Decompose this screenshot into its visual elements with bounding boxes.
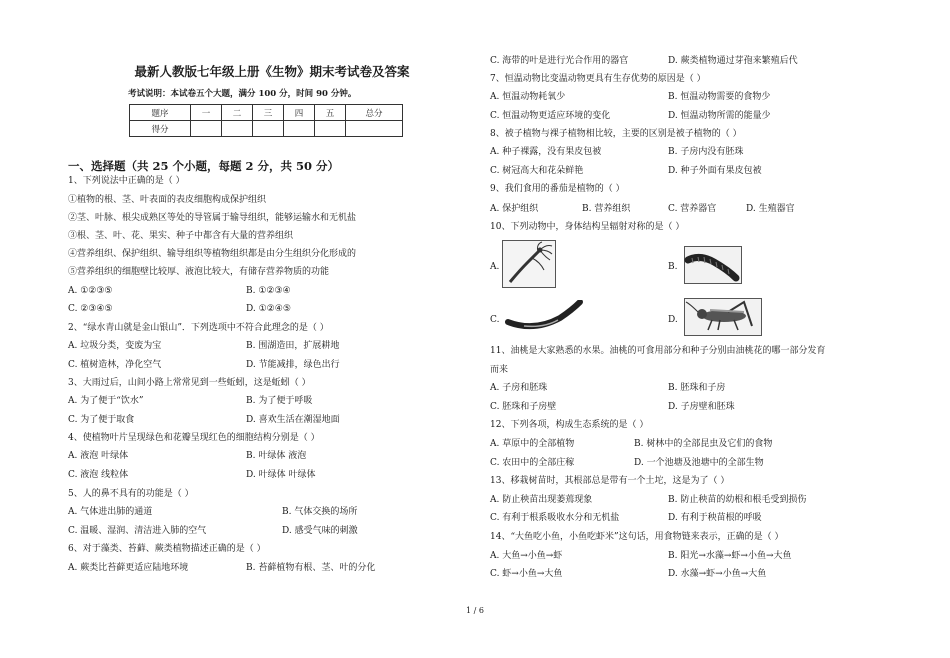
option-d: D. 子房壁和胚珠 <box>668 402 735 412</box>
score-row-label: 得分 <box>130 121 191 137</box>
score-header-cell: 五 <box>315 105 346 121</box>
score-header-cell: 题序 <box>130 105 191 121</box>
option-a: A. <box>490 262 500 272</box>
hydra-image <box>502 240 556 288</box>
option-a: A. 为了便于“饮水” <box>68 396 144 406</box>
option-c: C. ②③④⑤ <box>68 304 113 314</box>
option-a: A. 气体进出肺的通道 <box>68 507 153 517</box>
option-a: A. 保护组织 <box>490 204 539 214</box>
score-cell <box>191 121 222 137</box>
option-b: B. ①②③④ <box>246 286 291 296</box>
statement-1: ①植物的根、茎、叶表面的表皮细胞构成保护组织 <box>68 195 267 205</box>
earthworm-image <box>684 246 742 284</box>
option-d: D. 恒温动物所需的能量少 <box>668 111 771 121</box>
question-11-continued: 而来 <box>490 365 509 375</box>
option-c: C. 温暖、湿润、清洁进入肺的空气 <box>68 526 207 536</box>
option-d: D. 蕨类植物通过芽孢来繁殖后代 <box>668 56 798 66</box>
grasshopper-image <box>684 298 762 336</box>
option-d: D. 种子外面有果皮包被 <box>668 166 762 176</box>
option-c: C. 为了便于取食 <box>68 415 135 425</box>
question-5: 5、人的鼻不具有的功能是（ ） <box>68 489 194 499</box>
score-cell <box>222 121 253 137</box>
option-d: D. 水藻→虾→小鱼→大鱼 <box>668 569 767 579</box>
option-d: D. 节能减排，绿色出行 <box>246 360 340 370</box>
option-c: C. 恒温动物更适应环境的变化 <box>490 111 611 121</box>
option-a: A. 垃圾分类，变废为宝 <box>68 341 162 351</box>
option-b: B. 气体交换的场所 <box>282 507 358 517</box>
question-1: 1、下列说法中正确的是（ ） <box>68 176 185 186</box>
score-cell <box>253 121 284 137</box>
option-c: C. 树冠高大和花朵鲜艳 <box>490 166 584 176</box>
question-14: 14、“大鱼吃小鱼，小鱼吃虾米”这句话，用食物链来表示，正确的是（ ） <box>490 532 784 542</box>
grasshopper-icon <box>684 298 762 336</box>
option-d: D. 生殖器官 <box>746 204 795 214</box>
option-c: C. 有利于根系吸收水分和无机盐 <box>490 513 620 523</box>
option-b: B. 围湖造田，扩展耕地 <box>246 341 340 351</box>
score-cell <box>315 121 346 137</box>
question-13: 13、移栽树苗时，其根部总是带有一个土坨，这是为了（ ） <box>490 476 730 486</box>
question-12: 12、下列各项，构成生态系统的是（ ） <box>490 420 649 430</box>
page-number: 1 / 6 <box>466 606 484 615</box>
option-b: B. 为了便于呼吸 <box>246 396 313 406</box>
page-title: 最新人教版七年级上册《生物》期末考试卷及答案 <box>134 64 410 79</box>
option-a: A. 种子裸露，没有果皮包被 <box>490 147 602 157</box>
option-d: D. <box>668 315 678 325</box>
option-b: B. 防止秧苗的幼根和根毛受到损伤 <box>668 495 807 505</box>
option-a: A. 液泡 叶绿体 <box>68 451 129 461</box>
score-header-cell: 总分 <box>346 105 403 121</box>
leech-icon <box>504 300 584 334</box>
score-table-header-row <box>130 105 403 121</box>
option-d: D. 喜欢生活在潮湿地面 <box>246 415 340 425</box>
option-a: A. 防止秧苗出现萎蔫现象 <box>490 495 593 505</box>
question-11: 11、油桃是大家熟悉的水果。油桃的可食用部分和种子分别由油桃花的哪一部分发育 <box>490 346 826 356</box>
option-b: B. 叶绿体 液泡 <box>246 451 307 461</box>
option-c: C. 农田中的全部庄稼 <box>490 458 575 468</box>
option-c: C. 营养器官 <box>668 204 717 214</box>
option-b: B. 胚珠和子房 <box>668 383 726 393</box>
question-9: 9、我们食用的番茄是植物的（ ） <box>490 184 625 194</box>
score-header-cell: 四 <box>284 105 315 121</box>
option-b: B. 阳光→水藻→虾→小鱼→大鱼 <box>668 551 792 561</box>
statement-3: ③根、茎、叶、花、果实、种子中都含有大量的营养组织 <box>68 231 294 241</box>
hydra-icon <box>502 240 556 288</box>
option-a: A. 恒温动物耗氧少 <box>490 92 566 102</box>
score-table-score-row <box>130 121 403 137</box>
option-d: D. 一个池塘及池塘中的全部生物 <box>634 458 764 468</box>
score-cell <box>346 121 403 137</box>
option-b: B. 苔藓植物有根、茎、叶的分化 <box>246 563 376 573</box>
score-cell <box>284 121 315 137</box>
option-b: B. 营养组织 <box>582 204 631 214</box>
option-d: D. ①②④⑤ <box>246 304 291 314</box>
option-a: A. 蕨类比苔藓更适应陆地环境 <box>68 563 189 573</box>
option-d: D. 感受气味的刺激 <box>282 526 358 536</box>
score-header-cell: 二 <box>222 105 253 121</box>
statement-5: ⑤营养组织的细胞壁比较厚、液泡比较大，有储存营养物质的功能 <box>68 267 330 277</box>
option-b: B. 树林中的全部昆虫及它们的食物 <box>634 439 773 449</box>
option-c: C. 液泡 线粒体 <box>68 470 129 480</box>
leech-image <box>504 300 584 334</box>
question-3: 3、大雨过后，山间小路上常常见到一些蚯蚓，这是蚯蚓（ ） <box>68 378 311 388</box>
question-8: 8、被子植物与裸子植物相比较，主要的区别是被子植物的（ ） <box>490 129 742 139</box>
question-6: 6、对于藻类、苔藓、蕨类植物描述正确的是（ ） <box>68 544 266 554</box>
option-a: A. 子房和胚珠 <box>490 383 548 393</box>
score-header-cell: 一 <box>191 105 222 121</box>
option-c: C. 植树造林，净化空气 <box>68 360 162 370</box>
score-table <box>129 104 403 137</box>
option-b: B. 子房内没有胚珠 <box>668 147 744 157</box>
option-a: A. ①②③⑤ <box>68 286 113 296</box>
option-c: C. 虾→小鱼→大鱼 <box>490 569 563 579</box>
option-c: C. 胚珠和子房壁 <box>490 402 557 412</box>
statement-4: ④营养组织、保护组织、输导组织等植物组织都是由分生组织分化形成的 <box>68 249 357 259</box>
question-10: 10、下列动物中，身体结构呈辐射对称的是（ ） <box>490 222 685 232</box>
exam-instructions: 考试说明：本试卷五个大题，满分 100 分，时间 90 分钟。 <box>128 89 357 99</box>
question-2: 2、“绿水青山就是金山银山”．下列选项中不符合此理念的是（ ） <box>68 323 329 333</box>
option-a: A. 大鱼→小鱼→虾 <box>490 551 563 561</box>
question-7: 7、恒温动物比变温动物更具有生存优势的原因是（ ） <box>490 74 706 84</box>
question-4: 4、使植物叶片呈现绿色和花瓣呈现红色的细胞结构分别是（ ） <box>68 433 320 443</box>
option-c: C. 海带的叶是进行光合作用的器官 <box>490 56 629 66</box>
score-header-cell: 三 <box>253 105 284 121</box>
section-heading: 一、选择题（共 25 个小题，每题 2 分，共 50 分） <box>68 159 340 173</box>
option-d: D. 有利于秧苗根的呼吸 <box>668 513 762 523</box>
option-b: B. 恒温动物需要的食物少 <box>668 92 771 102</box>
option-a: A. 草原中的全部植物 <box>490 439 575 449</box>
option-c: C. <box>490 315 500 325</box>
option-d: D. 叶绿体 叶绿体 <box>246 470 316 480</box>
earthworm-icon <box>684 246 742 284</box>
statement-2: ②茎、叶脉、根尖成熟区等处的导管属于输导组织，能够运输水和无机盐 <box>68 213 357 223</box>
option-b: B. <box>668 262 678 272</box>
